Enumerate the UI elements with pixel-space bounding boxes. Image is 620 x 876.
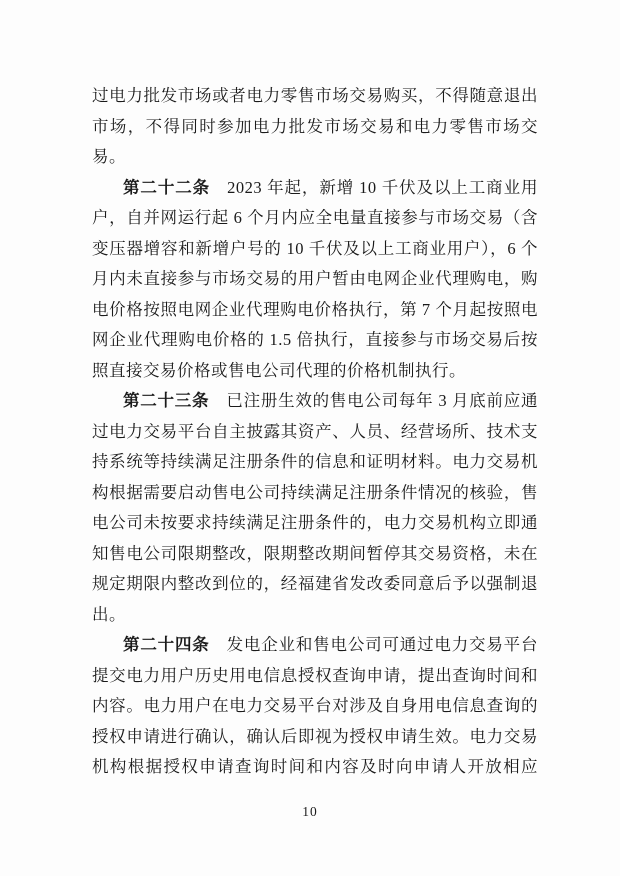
line-text: 机构根据授权申请查询时间和内容及时向申请人开放相应	[92, 757, 538, 776]
article-number: 第二十四条	[123, 635, 210, 654]
line-text: 授权申请进行确认，确认后即视为授权申请生效。电力交易	[92, 726, 538, 746]
text-line	[92, 539, 538, 570]
text-line	[92, 173, 538, 204]
page-number: 10	[302, 804, 318, 819]
line-text: 易。	[92, 147, 126, 166]
line-text: 电价格按照电网企业代理购电价格执行，第 7 个月起按照电	[92, 299, 538, 319]
line-text: 已注册生效的售电公司每年 3 月底前应通	[226, 391, 538, 410]
line-text: 照直接交易价格或售电公司代理的价格机制执行。	[92, 360, 466, 380]
line-text: 规定期限内整改到位的，经福建省发改委同意后予以强制退	[92, 574, 538, 593]
text-line	[92, 325, 538, 356]
text-line	[92, 752, 538, 783]
line-text: 户，自并网运行起 6 个月内应全电量直接参与市场交易（含	[92, 208, 538, 227]
text-line	[92, 234, 538, 265]
line-text: 市场，不得同时参加电力批发市场交易和电力零售市场交	[92, 116, 538, 136]
line-text: 构根据需要启动售电公司持续满足注册条件情况的核验，售	[92, 482, 538, 502]
text-line	[92, 112, 538, 143]
line-text: 出。	[92, 604, 126, 624]
text-line	[92, 264, 538, 295]
line-text: 网企业代理购电价格的 1.5 倍执行，直接参与市场交易后按	[92, 330, 538, 349]
text-line	[92, 630, 538, 661]
line-text: 持系统等持续满足注册条件的信息和证明材料。电力交易机	[92, 452, 538, 471]
text-line	[92, 691, 538, 722]
text-line	[92, 569, 538, 600]
text-line	[92, 478, 538, 509]
line-text: 月内未直接参与市场交易的用户暂由电网企业代理购电，购	[92, 269, 538, 288]
text-line	[92, 508, 538, 539]
line-text: 过电力交易平台自主披露其资产、人员、经营场所、技术支	[92, 421, 538, 441]
text-line	[92, 295, 538, 326]
line-text: 知售电公司限期整改，限期整改期间暂停其交易资格，未在	[92, 543, 538, 563]
text-line	[92, 386, 538, 417]
line-text: 2023 年起，新增 10 千伏及以上工商业用	[227, 177, 538, 197]
line-text: 电公司未按要求持续满足注册条件的，电力交易机构立即通	[92, 513, 538, 532]
line-text: 过电力批发市场或者电力零售市场交易购买，不得随意退出	[92, 86, 538, 105]
text-line	[92, 356, 538, 387]
text-line	[92, 722, 538, 753]
text-line	[92, 417, 538, 448]
text-line	[92, 203, 538, 234]
text-line	[92, 661, 538, 692]
document-body	[92, 81, 538, 783]
line-text: 内容。电力用户在电力交易平台对涉及自身用电信息查询的	[92, 696, 538, 715]
line-text: 提交电力用户历史用电信息授权查询申请，提出查询时间和	[92, 665, 538, 685]
line-text: 变压器增容和新增户号的 10 千伏及以上工商业用户），6 个	[92, 238, 538, 258]
text-line	[92, 600, 538, 631]
line-text: 发电企业和售电公司可通过电力交易平台	[226, 635, 538, 654]
article-number: 第二十三条	[123, 391, 210, 410]
text-line	[92, 142, 538, 173]
text-line	[92, 447, 538, 478]
text-line	[92, 81, 538, 112]
article-number: 第二十二条	[123, 177, 211, 197]
